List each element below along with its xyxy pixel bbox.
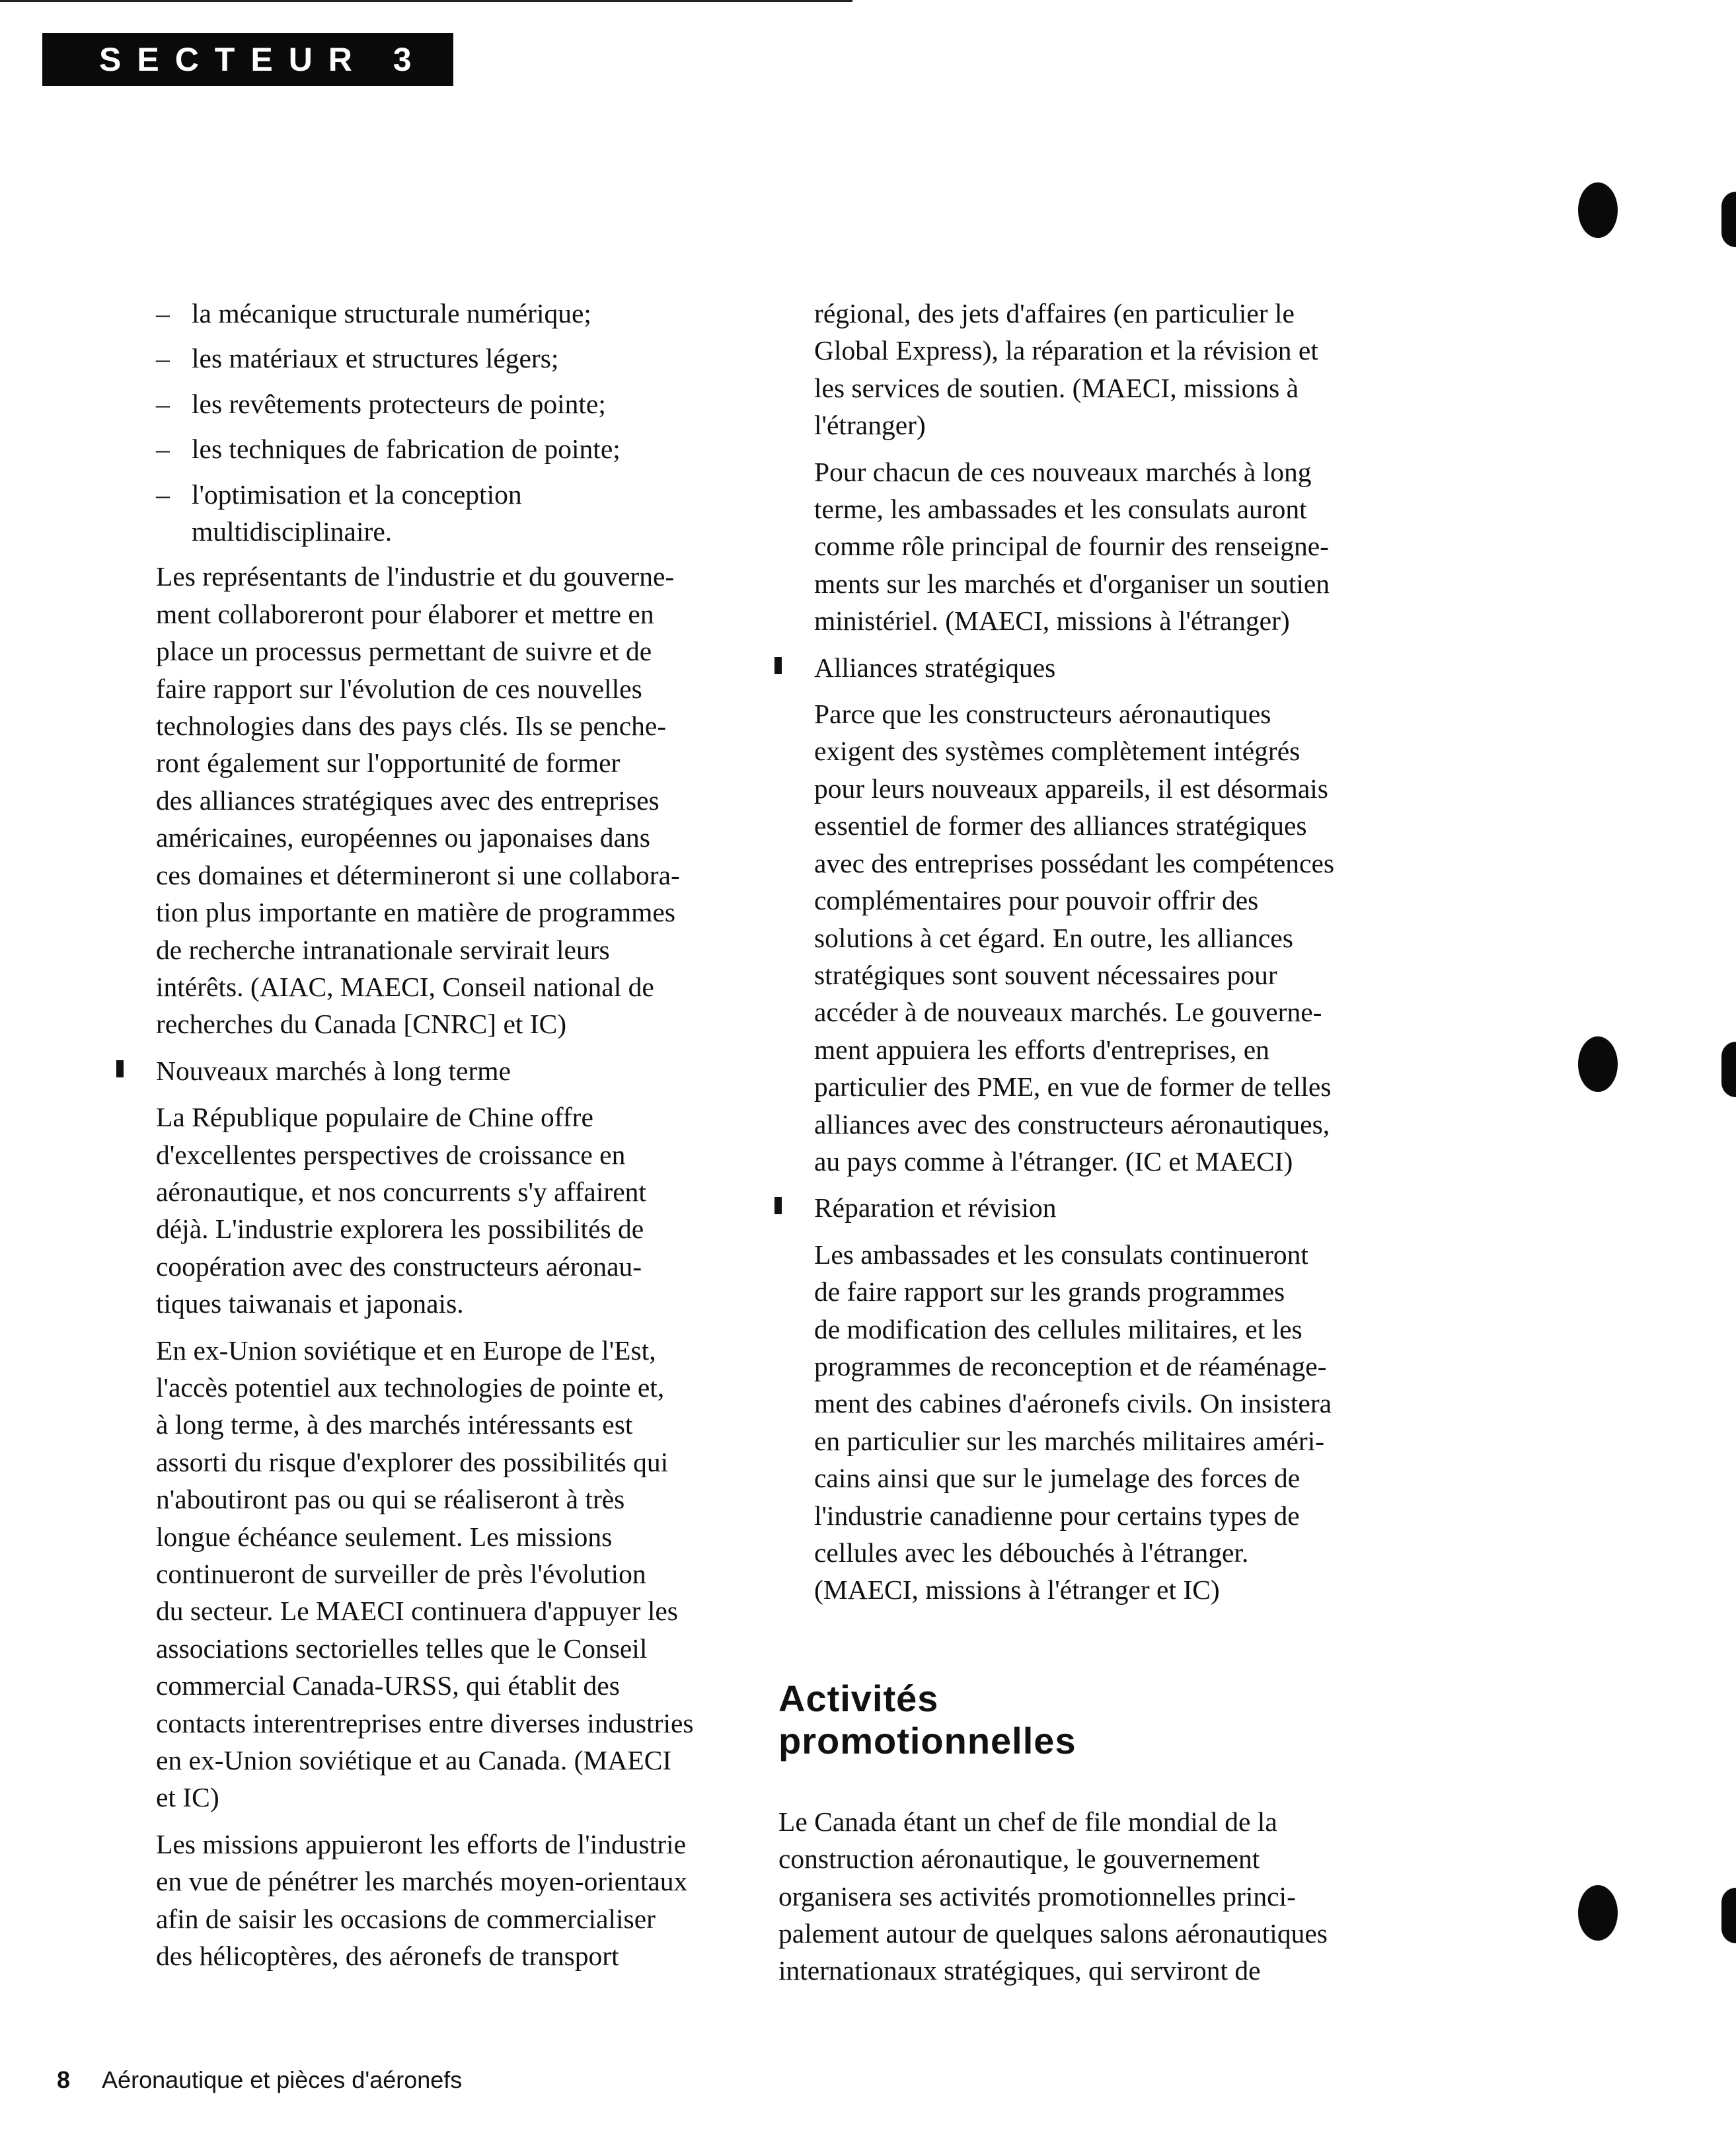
paragraph bbox=[156, 1332, 718, 1816]
text-line: Parce que les constructeurs aéronautiques bbox=[814, 699, 1271, 730]
text-line: Les représentants de l'industrie et du gouverne- bbox=[156, 561, 675, 592]
text-line: de recherche intranationale servirait leurs bbox=[156, 934, 610, 965]
dash-list-item bbox=[156, 476, 718, 551]
text-line: les matériaux et structures légers; bbox=[192, 343, 559, 374]
square-bullet-icon bbox=[116, 1060, 124, 1077]
text-line: ment des cabines d'aéronefs civils. On insistera bbox=[814, 1388, 1332, 1419]
text-line: de faire rapport sur les grands programmes bbox=[814, 1276, 1285, 1307]
text-line: essentiel de former des alliances stratégiques bbox=[814, 810, 1307, 841]
dash-icon: – bbox=[156, 388, 170, 419]
text-line: afin de saisir les occasions de commercialiser bbox=[156, 1903, 656, 1934]
text-line: ments sur les marchés et d'organiser un soutien bbox=[814, 568, 1330, 599]
text-line: en ex-Union soviétique et au Canada. (MAECI bbox=[156, 1745, 672, 1776]
text-line: en particulier sur les marchés militaires améri- bbox=[814, 1425, 1325, 1456]
text-line: longue échéance seulement. Les missions bbox=[156, 1521, 613, 1552]
binder-hole-edge-top bbox=[1721, 192, 1736, 247]
dash-list bbox=[156, 295, 718, 550]
text-line: continueront de surveiller de près l'évolution bbox=[156, 1559, 646, 1589]
text-line: et IC) bbox=[156, 1782, 219, 1813]
text-line: ront également sur l'opportunité de former bbox=[156, 748, 621, 779]
text-line: tion plus importante en matière de programmes bbox=[156, 897, 675, 928]
paragraph bbox=[156, 1099, 718, 1322]
dash-list-item bbox=[156, 340, 718, 377]
paragraph bbox=[778, 695, 1373, 1180]
dash-list-item bbox=[156, 385, 718, 422]
dash-list-item bbox=[156, 430, 718, 467]
binder-hole-edge-bottom bbox=[1721, 1888, 1736, 1943]
dash-icon: – bbox=[156, 479, 170, 510]
text-line: particulier des PME, en vue de former de telles bbox=[814, 1071, 1332, 1103]
bullet-heading-text: Nouveaux marchés à long terme bbox=[156, 1055, 511, 1086]
text-line: faire rapport sur l'évolution de ces nouvelles bbox=[156, 673, 642, 704]
text-line: ces domaines et détermineront si une collabora- bbox=[156, 859, 680, 890]
text-line: construction aéronautique, le gouvernement bbox=[778, 1843, 1260, 1875]
text-line: comme rôle principal de fournir des renseigne- bbox=[814, 531, 1329, 562]
text-line: tiques taiwanais et japonais. bbox=[156, 1288, 464, 1319]
text-line: en vue de pénétrer les marchés moyen-orientaux bbox=[156, 1866, 688, 1897]
dash-list-item bbox=[156, 295, 718, 332]
binder-hole-middle bbox=[1578, 1036, 1618, 1092]
text-line: l'étranger) bbox=[814, 410, 926, 441]
text-line: n'aboutiront pas ou qui se réaliseront à très bbox=[156, 1484, 625, 1515]
text-line: Les ambassades et les consulats continueront bbox=[814, 1239, 1308, 1270]
text-line: Les missions appuieront les efforts de l'industrie bbox=[156, 1828, 686, 1859]
text-line: La République populaire de Chine offre bbox=[156, 1102, 593, 1133]
text-line: des alliances stratégiques avec des entreprises bbox=[156, 785, 660, 816]
text-line: Activités bbox=[778, 1677, 939, 1719]
dash-icon: – bbox=[156, 434, 170, 465]
bullet-heading bbox=[778, 1189, 1373, 1226]
text-line: de modification des cellules militaires, et les bbox=[814, 1313, 1302, 1344]
text-line: l'optimisation et la conception bbox=[192, 479, 522, 510]
text-line: (MAECI, missions à l'étranger et IC) bbox=[814, 1574, 1220, 1606]
paragraph bbox=[778, 1236, 1373, 1609]
paragraph bbox=[778, 295, 1373, 444]
text-line: commercial Canada-URSS, qui établit des bbox=[156, 1670, 620, 1701]
text-line: ministériel. (MAECI, missions à l'étranger) bbox=[814, 605, 1290, 637]
text-line: américaines, européennes ou japonaises dans bbox=[156, 822, 650, 853]
text-line: multidisciplinaire. bbox=[192, 516, 393, 547]
binder-hole-bottom bbox=[1578, 1885, 1618, 1941]
right-column bbox=[778, 295, 1373, 1999]
text-line: Pour chacun de ces nouveaux marchés à long bbox=[814, 456, 1312, 487]
text-line: solutions à cet égard. En outre, les alliances bbox=[814, 922, 1293, 953]
text-line: terme, les ambassades et les consulats auront bbox=[814, 494, 1307, 525]
text-line: stratégiques sont souvent nécessaires pour bbox=[814, 959, 1277, 990]
square-bullet-icon bbox=[774, 1197, 782, 1214]
text-line: la mécanique structurale numérique; bbox=[192, 298, 591, 329]
text-line: contacts interentreprises entre diverses industries bbox=[156, 1707, 694, 1738]
text-line: place un processus permettant de suivre et de bbox=[156, 636, 652, 667]
square-bullet-icon bbox=[774, 657, 782, 674]
bullet-heading bbox=[778, 649, 1373, 686]
top-rule bbox=[0, 0, 852, 2]
dash-icon: – bbox=[156, 343, 170, 374]
text-line: l'industrie canadienne pour certains types de bbox=[814, 1500, 1300, 1531]
text-line: pour leurs nouveaux appareils, il est désormais bbox=[814, 773, 1328, 804]
text-line: intérêts. (AIAC, MAECI, Conseil national de bbox=[156, 971, 654, 1002]
text-line: les services de soutien. (MAECI, missions à bbox=[814, 372, 1299, 403]
text-line: coopération avec des constructeurs aéronau- bbox=[156, 1251, 642, 1282]
text-line: technologies dans des pays clés. Ils se penche- bbox=[156, 711, 667, 742]
text-line: des hélicoptères, des aéronefs de transport bbox=[156, 1941, 619, 1972]
text-line: Le Canada étant un chef de file mondial de la bbox=[778, 1806, 1277, 1837]
text-line: à long terme, à des marchés intéressants est bbox=[156, 1409, 633, 1440]
text-line: organisera ses activités promotionnelles princi- bbox=[778, 1880, 1296, 1912]
section-banner: SECTEUR 3 bbox=[42, 33, 453, 86]
paragraph bbox=[156, 558, 718, 1042]
text-line: les revêtements protecteurs de pointe; bbox=[192, 388, 606, 419]
binder-hole-edge-middle bbox=[1721, 1042, 1736, 1097]
text-line: assorti du risque d'explorer des possibilités qui bbox=[156, 1446, 669, 1477]
running-title: Aéronautique et pièces d'aéronefs bbox=[102, 2066, 463, 2093]
text-line: Global Express), la réparation et la révision et bbox=[814, 335, 1318, 366]
text-line: accéder à de nouveaux marchés. Le gouverne- bbox=[814, 997, 1322, 1028]
text-line: exigent des systèmes complètement intégrés bbox=[814, 736, 1301, 767]
text-line: cellules avec les débouchés à l'étranger. bbox=[814, 1537, 1249, 1568]
text-line: déjà. L'industrie explorera les possibilités de bbox=[156, 1214, 644, 1245]
text-line: internationaux stratégiques, qui serviront de bbox=[778, 1955, 1261, 1986]
text-line: au pays comme à l'étranger. (IC et MAECI) bbox=[814, 1145, 1293, 1177]
text-line: complémentaires pour pouvoir offrir des bbox=[814, 885, 1259, 916]
bullet-heading bbox=[156, 1052, 718, 1089]
text-line: ment collaboreront pour élaborer et mettre en bbox=[156, 598, 654, 629]
text-line: programmes de reconception et de réaménage- bbox=[814, 1350, 1327, 1381]
text-line: associations sectorielles telles que le Conseil bbox=[156, 1633, 648, 1664]
left-column bbox=[156, 295, 718, 1984]
text-line: En ex-Union soviétique et en Europe de l'Est, bbox=[156, 1335, 656, 1366]
bullet-heading-text: Alliances stratégiques bbox=[814, 652, 1056, 683]
dash-icon: – bbox=[156, 298, 170, 329]
page-footer bbox=[57, 2066, 462, 2094]
section-heading bbox=[778, 1678, 1373, 1762]
text-line: du secteur. Le MAECI continuera d'appuyer les bbox=[156, 1596, 678, 1627]
text-line: cains ainsi que sur le jumelage des forces de bbox=[814, 1463, 1301, 1494]
paragraph bbox=[778, 453, 1373, 640]
text-line: palement autour de quelques salons aéronautiques bbox=[778, 1918, 1328, 1949]
text-line: recherches du Canada [CNRC] et IC) bbox=[156, 1009, 567, 1040]
text-line: les techniques de fabrication de pointe; bbox=[192, 434, 621, 465]
bullet-heading-text: Réparation et révision bbox=[814, 1192, 1057, 1223]
paragraph bbox=[156, 1826, 718, 1975]
text-line: ment appuiera les efforts d'entreprises, en bbox=[814, 1034, 1269, 1065]
text-line: d'excellentes perspectives de croissance en bbox=[156, 1139, 626, 1170]
text-line: régional, des jets d'affaires (en particulier le bbox=[814, 298, 1295, 329]
text-line: alliances avec des constructeurs aéronautiques, bbox=[814, 1108, 1330, 1140]
text-line: avec des entreprises possédant les compétences bbox=[814, 847, 1335, 878]
text-line: aéronautique, et nos concurrents s'y affairent bbox=[156, 1176, 646, 1207]
paragraph bbox=[778, 1803, 1373, 1990]
text-line: promotionnelles bbox=[778, 1719, 1076, 1762]
page-number: 8 bbox=[57, 2066, 71, 2093]
binder-hole-top bbox=[1578, 182, 1618, 238]
text-line: l'accès potentiel aux technologies de pointe et, bbox=[156, 1372, 665, 1403]
